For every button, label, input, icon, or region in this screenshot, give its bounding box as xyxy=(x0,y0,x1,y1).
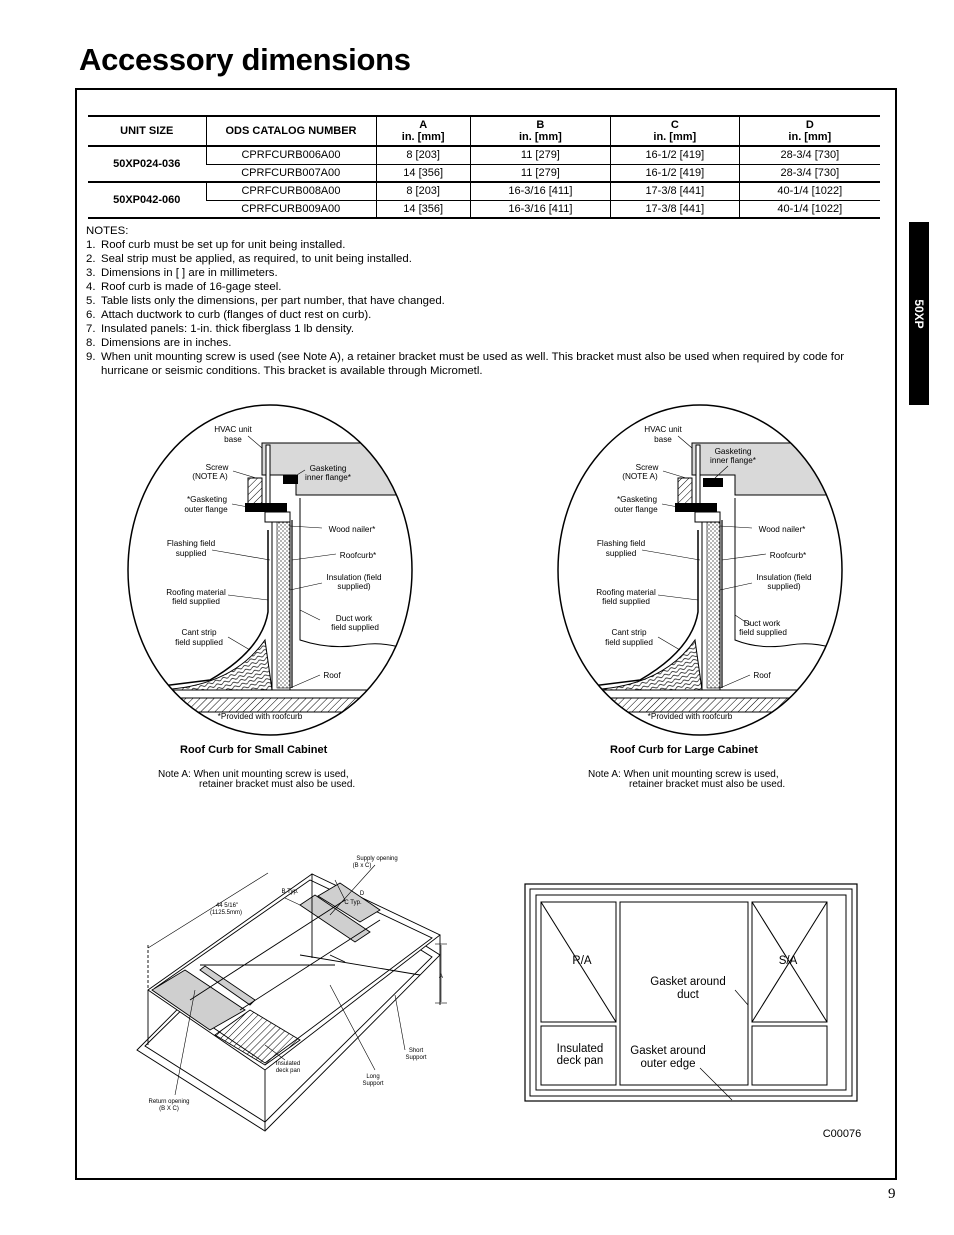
label-c-typ: C Typ. xyxy=(344,900,362,906)
roof-curb-small-detail xyxy=(120,405,420,735)
b-cell: 16-3/16 [411] xyxy=(470,182,610,200)
caption-large-cabinet: Roof Curb for Large Cabinet xyxy=(610,744,758,756)
label-insulation: Insulation (field xyxy=(326,573,382,582)
label-roof: Roof xyxy=(753,671,771,680)
list-item: 4. Roof curb is made of 16-gage steel. xyxy=(86,281,282,293)
label-ra: R/A xyxy=(572,955,592,967)
c-cell: 16-1/2 [419] xyxy=(610,146,739,164)
label-screw: Screw xyxy=(635,463,659,472)
a-cell: 14 [356] xyxy=(376,200,470,218)
header-c: C in. [mm] xyxy=(610,116,739,146)
svg-text:outer flange: outer flange xyxy=(614,505,658,514)
label-hvac-base: HVAC unit xyxy=(214,425,252,434)
catalog-cell: CPRFCURB008A00 xyxy=(206,182,376,200)
svg-text:base: base xyxy=(224,435,242,444)
list-item: 1. Roof curb must be set up for unit being installed. xyxy=(86,239,346,251)
catalog-cell: CPRFCURB009A00 xyxy=(206,200,376,218)
label-flashing: Flashing field xyxy=(596,539,646,548)
list-item: 3. Dimensions in [ ] are in millimeters. xyxy=(86,267,278,279)
label-gasketing-outer: *Gasketing xyxy=(616,495,658,504)
svg-text:(B x C): (B x C) xyxy=(352,863,372,869)
label-sa: S/A xyxy=(778,955,798,967)
header-unit-size: UNIT SIZE xyxy=(88,116,206,146)
label-b-typ: B Typ. xyxy=(281,889,299,895)
label-roofing-material: Roofing material xyxy=(166,588,226,597)
svg-text:field supplied: field supplied xyxy=(739,628,787,637)
svg-text:base: base xyxy=(654,435,672,444)
plan-view-drawing xyxy=(525,884,861,1140)
svg-text:field supplied: field supplied xyxy=(331,623,379,632)
svg-text:(NOTE A): (NOTE A) xyxy=(622,472,658,481)
svg-text:field supplied: field supplied xyxy=(602,597,650,606)
label-flashing: Flashing field xyxy=(166,539,216,548)
list-item: 8. Dimensions are in inches. xyxy=(86,337,232,349)
note-a-small: Note A: When unit mounting screw is used, retainer bracket must also be used. xyxy=(158,769,356,790)
label-gasketing-outer: *Gasketing xyxy=(186,495,228,504)
label-d: D xyxy=(359,891,365,897)
list-item: 2. Seal strip must be applied, as required, to unit being installed. xyxy=(86,253,412,265)
label-wood-nailer: Wood nailer* xyxy=(328,525,376,534)
caption-small-cabinet: Roof Curb for Small Cabinet xyxy=(180,744,328,756)
b-cell: 16-3/16 [411] xyxy=(470,200,610,218)
a-cell: 14 [356] xyxy=(376,164,470,182)
label-gasketing-inner: Gasketing xyxy=(714,447,752,456)
svg-text:inner flange*: inner flange* xyxy=(710,456,756,465)
d-cell: 28-3/4 [730] xyxy=(739,164,880,182)
unit-size-cell: 50XP024-036 xyxy=(88,146,206,182)
svg-text:Support: Support xyxy=(362,1081,384,1087)
svg-text:outer edge: outer edge xyxy=(640,1058,696,1070)
svg-text:inner flange*: inner flange* xyxy=(305,473,351,482)
roof-curb-large-detail xyxy=(550,405,850,735)
header-b: B in. [mm] xyxy=(470,116,610,146)
label-cant-strip: Cant strip xyxy=(611,628,647,637)
svg-text:duct: duct xyxy=(677,989,699,1001)
label-roofing-material: Roofing material xyxy=(596,588,656,597)
svg-text:supplied): supplied) xyxy=(337,582,371,591)
label-duct-work: Duct work xyxy=(743,619,781,628)
label-roof: Roof xyxy=(323,671,341,680)
svg-text:field supplied: field supplied xyxy=(605,638,653,647)
list-item: 5. Table lists only the dimensions, per part number, that have changed. xyxy=(86,295,445,307)
label-gasket-around-duct: Gasket around xyxy=(650,976,726,988)
label-supply-opening: Supply opening xyxy=(356,856,398,862)
label-a: A xyxy=(438,974,444,980)
d-cell: 28-3/4 [730] xyxy=(739,146,880,164)
svg-text:supplied): supplied) xyxy=(767,582,801,591)
label-hvac-base: HVAC unit xyxy=(644,425,682,434)
label-duct-work: Duct work xyxy=(335,614,373,623)
notes-heading: NOTES: xyxy=(86,225,129,237)
section-tab-label: 50XP xyxy=(912,299,926,329)
catalog-cell: CPRFCURB007A00 xyxy=(206,164,376,182)
catalog-cell: CPRFCURB006A00 xyxy=(206,146,376,164)
unit-size-cell: 50XP042-060 xyxy=(88,182,206,218)
label-long-support: Long xyxy=(366,1074,380,1080)
svg-text:(B X C): (B X C) xyxy=(159,1106,179,1112)
svg-text:Support: Support xyxy=(405,1055,427,1061)
label-short-support: Short xyxy=(408,1048,424,1054)
svg-text:outer flange: outer flange xyxy=(184,505,228,514)
svg-text:field supplied: field supplied xyxy=(175,638,223,647)
label-wood-nailer: Wood nailer* xyxy=(758,525,806,534)
d-cell: 40-1/4 [1022] xyxy=(739,182,880,200)
a-cell: 8 [203] xyxy=(376,146,470,164)
c-cell: 16-1/2 [419] xyxy=(610,164,739,182)
label-insulated-deck-pan: Insulated xyxy=(556,1043,604,1055)
label-screw: Screw xyxy=(205,463,229,472)
label-insulation: Insulation (field xyxy=(756,573,812,582)
b-cell: 11 [279] xyxy=(470,146,610,164)
label-gasketing-inner: Gasketing xyxy=(309,464,347,473)
label-provided: *Provided with roofcurb xyxy=(217,712,303,721)
label-gasket-around-outer-edge: Gasket around xyxy=(630,1045,706,1057)
note-a-large: Note A: When unit mounting screw is used, retainer bracket must also be used. xyxy=(588,769,786,790)
svg-text:supplied: supplied xyxy=(605,549,637,558)
svg-text:supplied: supplied xyxy=(175,549,207,558)
label-return-opening: Return opening xyxy=(148,1099,190,1105)
c-cell: 17-3/8 [441] xyxy=(610,182,739,200)
list-item: 7. Insulated panels: 1-in. thick fiberglass 1 lb density. xyxy=(86,323,355,335)
isometric-curb-drawing xyxy=(137,856,447,1131)
header-a: A in. [mm] xyxy=(376,116,470,146)
svg-text:(1125.5mm): (1125.5mm) xyxy=(210,910,242,916)
label-roofcurb: Roofcurb* xyxy=(769,551,807,560)
b-cell: 11 [279] xyxy=(470,164,610,182)
page-number: 9 xyxy=(888,1186,896,1202)
label-roofcurb: Roofcurb* xyxy=(339,551,377,560)
label-provided: *Provided with roofcurb xyxy=(647,712,733,721)
page-title: Accessory dimensions xyxy=(79,42,411,77)
svg-text:(NOTE A): (NOTE A) xyxy=(192,472,228,481)
header-catalog-number: ODS CATALOG NUMBER xyxy=(206,116,376,146)
a-cell: 8 [203] xyxy=(376,182,470,200)
d-cell: 40-1/4 [1022] xyxy=(739,200,880,218)
c-cell: 17-3/8 [441] xyxy=(610,200,739,218)
header-d: D in. [mm] xyxy=(739,116,880,146)
label-insulated-deck-pan: Insulated xyxy=(275,1061,301,1067)
svg-text:deck pan: deck pan xyxy=(556,1055,604,1067)
label-cant-strip: Cant strip xyxy=(181,628,217,637)
svg-text:field supplied: field supplied xyxy=(172,597,220,606)
svg-text:deck pan: deck pan xyxy=(275,1068,301,1074)
figure-code: C00076 xyxy=(822,1128,862,1140)
list-item: 9. When unit mounting screw is used (see Note A), a retainer bracket must be used as well. This bracket must also be used when required by code for hurricane or seismic conditions. This bracket is available through Micrometl. xyxy=(86,351,845,377)
list-item: 6. Attach ductwork to curb (flanges of duct rest on curb). xyxy=(86,309,372,321)
label-width-dimension: 44 5/16" xyxy=(215,903,239,909)
